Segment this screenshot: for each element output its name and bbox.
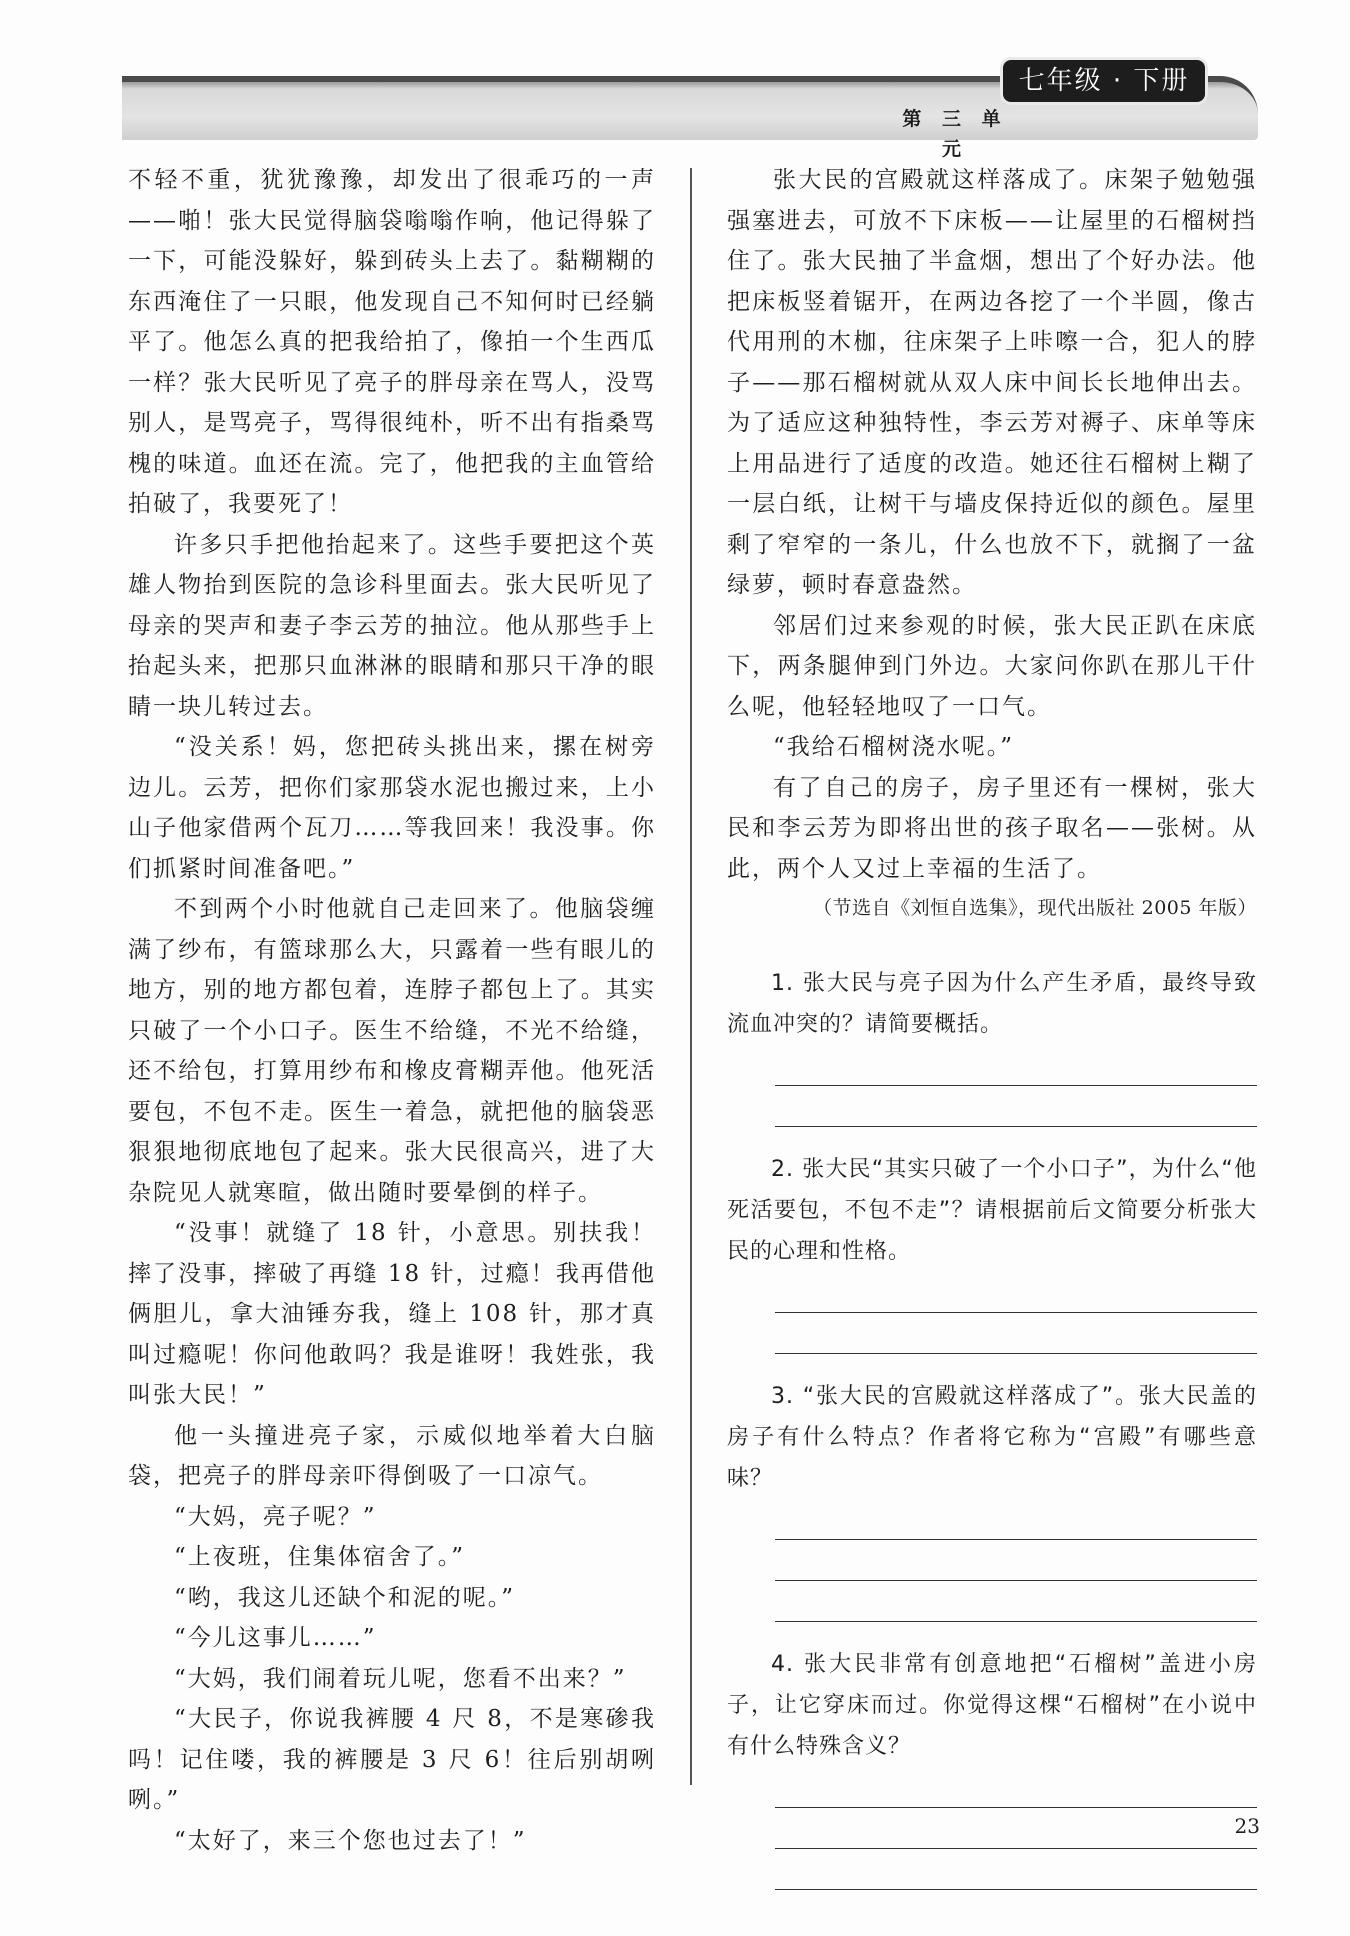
paragraph: 邻居们过来参观的时候，张大民正趴在床底下，两条腿伸到门外边。大家问你趴在那儿干什么呢，他轻轻地叹了一口气。 [727,612,1257,720]
answer-line[interactable] [775,1045,1257,1086]
dialogue-line: “大妈，亮子呢？” [174,1503,377,1530]
dialogue-line: “我给石榴树浇水呢。” [773,734,1015,760]
page-number: 23 [1234,1814,1260,1838]
paragraph: 许多只手把他抬起来了。这些手要把这个英雄人物抬到医院的急诊科里面去。张大民听见了母亲的哭声和妻子李云芳的抽泣。他从那些手上抬起头来，把那只血淋淋的眼睛和那只干净的眼睛一块儿转过去。 [128,531,656,720]
dialogue-line: “上夜班，住集体宿舍了。” [174,1544,466,1570]
question-block [727,1644,1257,1890]
dialogue-line: “大妈，我们闹着玩儿呢，您看不出来？” [174,1665,627,1692]
unit-label: 第 三 单 元 [902,108,1008,160]
question-block [727,963,1257,1127]
answer-line[interactable] [775,1767,1257,1808]
left-column [128,160,656,1861]
question-text: 1. 张大民与亮子因为什么产生矛盾，最终导致流血冲突的？请简要概括。 [727,971,1257,1037]
paragraph: 他一头撞进亮子家，示威似地举着大白脑袋，把亮子的胖母亲吓得倒吸了一口凉气。 [128,1422,656,1489]
dialogue-line: “大民子，你说我裤腰 4 尺 8，不是寒碜我吗！记住喽，我的裤腰是 3 尺 6！往后别胡咧咧。” [128,1706,656,1813]
paragraph: 有了自己的房子，房子里还有一棵树，张大民和李云芳为即将出世的孩子取名——张树。从此，两个人又过上幸福的生活了。 [727,774,1257,882]
paragraph: “没事！就缝了 18 针，小意思。别扶我！摔了没事，摔破了再缝 18 针，过瘾！我再借他俩胆儿，拿大油锤夯我，缝上 108 针，那才真叫过瘾呢！你问他敢吗？我是谁呀！我姓张，我叫张大民！” [128,1220,656,1408]
dialogue-line: “哟，我这儿还缺个和泥的呢。” [174,1584,516,1611]
question-text: 2. 张大民“其实只破了一个小口子”，为什么“他死活要包，不包不走”？请根据前后文简要分析张大民的心理和性格。 [727,1157,1257,1264]
answer-line[interactable] [775,1808,1257,1849]
answer-line[interactable] [775,1499,1257,1540]
answer-line[interactable] [775,1086,1257,1127]
paragraph: “没关系！妈，您把砖头挑出来，摞在树旁边儿。云芳，把你们家那袋水泥也搬过来，上小山子他家借两个瓦刀……等我回来！我没事。你们抓紧时间准备吧。” [128,734,656,882]
answer-line[interactable] [775,1313,1257,1354]
dialogue-line: “今儿这事儿……” [174,1625,377,1651]
question-block [727,1376,1257,1622]
paragraph: 不到两个小时他就自己走回来了。他脑袋缠满了纱布，有篮球那么大，只露着一些有眼儿的地方，别的地方都包着，连脖子都包上了。其实只破了一个小口子。医生不给缝，不光不给缝，还不给包，打算用纱布和橡皮膏糊弄他。他死活要包，不包不走。医生一着急，就把他的脑袋恶狠狠地彻底地包了起来。张大民很高兴，进了大杂院见人就寒暄，做出随时要晕倒的样子。 [128,896,656,1206]
question-block [727,1149,1257,1354]
source-citation: （节选自《刘恒自选集》，现代出版社 2005 年版） [813,897,1257,919]
answer-line[interactable] [775,1849,1257,1890]
answer-line[interactable] [775,1581,1257,1622]
question-text: 4. 张大民非常有创意地把“石榴树”盖进小房子，让它穿床而过。你觉得这棵“石榴树”在小说中有什么特殊含义？ [727,1652,1257,1759]
paragraph: 不轻不重，犹犹豫豫，却发出了很乖巧的一声——啪！张大民觉得脑袋嗡嗡作响，他记得躲了一下，可能没躲好，躲到砖头上去了。黏糊糊的东西淹住了一只眼，他发现自己不知何时已经躺平了。他怎么真的把我给拍了，像拍一个生西瓜一样？张大民听见了亮子的胖母亲在骂人，没骂别人，是骂亮子，骂得很纯朴，听不出有指桑骂槐的味道。血还在流。完了，他把我的主血管给拍破了，我要死了！ [128,167,656,517]
dialogue-line: “太好了，来三个您也过去了！” [174,1827,527,1854]
grade-label: 七年级 · 下册 [1003,60,1205,102]
column-divider [690,168,692,1785]
answer-line[interactable] [775,1272,1257,1313]
question-text: 3. “张大民的宫殿就这样落成了”。张大民盖的房子有什么特点？作者将它称为“宫殿”有哪些意味？ [727,1384,1257,1491]
answer-line[interactable] [775,1540,1257,1581]
right-column [727,160,1257,1890]
paragraph: 张大民的宫殿就这样落成了。床架子勉勉强强塞进去，可放不下床板——让屋里的石榴树挡住了。张大民抽了半盒烟，想出了个好办法。他把床板竖着锯开，在两边各挖了一个半圆，像古代用刑的木枷，往床架子上咔嚓一合，犯人的脖子——那石榴树就从双人床中间长长地伸出去。为了适应这种独特性，李云芳对褥子、床单等床上用品进行了适度的改造。她还往石榴树上糊了一层白纸，让树干与墙皮保持近似的颜色。屋里剩了窄窄的一条儿，什么也放不下，就搁了一盆绿萝，顿时春意盎然。 [727,167,1257,598]
